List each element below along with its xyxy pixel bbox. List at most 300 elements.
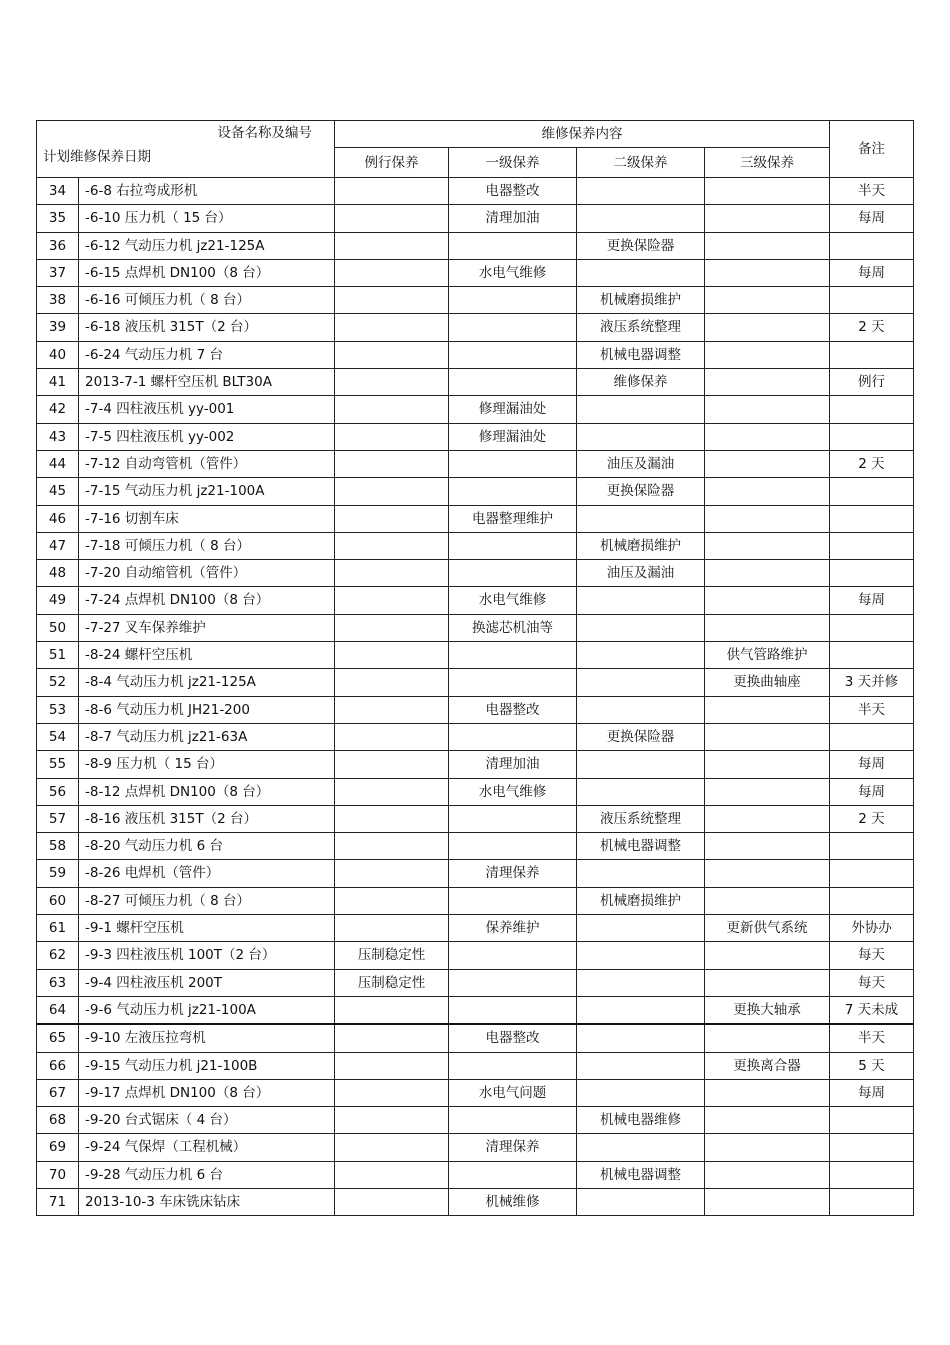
level2-maintenance-cell: 机械磨损维护 — [577, 287, 705, 314]
routine-maintenance-cell — [335, 1024, 449, 1052]
header-date-label: 计划维修保养日期 — [43, 149, 151, 165]
level3-maintenance-cell — [705, 232, 830, 259]
routine-maintenance-cell: 压制稳定性 — [335, 969, 449, 996]
equipment-name-cell: -8-20 气动压力机 6 台 — [79, 833, 335, 860]
routine-maintenance-cell — [335, 669, 449, 696]
row-number-cell: 61 — [37, 915, 79, 942]
remark-cell — [830, 560, 914, 587]
row-number-cell: 67 — [37, 1079, 79, 1106]
table-row — [37, 396, 914, 423]
level3-maintenance-cell — [705, 450, 830, 477]
level1-maintenance-cell: 水电气维修 — [449, 778, 577, 805]
table-row — [37, 969, 914, 996]
level2-maintenance-cell — [577, 205, 705, 232]
level2-maintenance-cell: 更换保险器 — [577, 478, 705, 505]
equipment-name-cell: -8-4 气动压力机 jz21-125A — [79, 669, 335, 696]
table-row — [37, 887, 914, 914]
remark-cell: 半天 — [830, 1024, 914, 1052]
row-number-cell: 43 — [37, 423, 79, 450]
level3-maintenance-cell — [705, 969, 830, 996]
equipment-name-cell: -9-28 气动压力机 6 台 — [79, 1161, 335, 1188]
level1-maintenance-cell: 修理漏油处 — [449, 423, 577, 450]
level2-maintenance-cell: 更换保险器 — [577, 723, 705, 750]
routine-maintenance-cell — [335, 833, 449, 860]
level3-maintenance-cell: 更换大轴承 — [705, 996, 830, 1024]
row-number-cell: 68 — [37, 1107, 79, 1134]
level3-maintenance-cell — [705, 614, 830, 641]
level2-maintenance-cell — [577, 751, 705, 778]
routine-maintenance-cell — [335, 778, 449, 805]
routine-maintenance-cell — [335, 505, 449, 532]
row-number-cell: 35 — [37, 205, 79, 232]
equipment-name-cell: -7-4 四柱液压机 yy-001 — [79, 396, 335, 423]
equipment-name-cell: -8-6 气动压力机 JH21-200 — [79, 696, 335, 723]
row-number-cell: 41 — [37, 369, 79, 396]
level1-maintenance-cell: 清理保养 — [449, 1134, 577, 1161]
equipment-name-cell: 2013-7-1 螺杆空压机 BLT30A — [79, 369, 335, 396]
row-number-cell: 58 — [37, 833, 79, 860]
equipment-name-cell: -6-8 右拉弯成形机 — [79, 178, 335, 205]
remark-cell: 例行 — [830, 369, 914, 396]
routine-maintenance-cell — [335, 1107, 449, 1134]
level3-maintenance-cell — [705, 805, 830, 832]
equipment-name-cell: -9-15 气动压力机 j21-100B — [79, 1052, 335, 1079]
equipment-name-cell: -8-16 液压机 315T（2 台） — [79, 805, 335, 832]
level2-maintenance-cell — [577, 1079, 705, 1106]
remark-cell — [830, 505, 914, 532]
equipment-name-cell: -7-5 四柱液压机 yy-002 — [79, 423, 335, 450]
table-row — [37, 751, 914, 778]
remark-cell: 2 天 — [830, 314, 914, 341]
row-number-cell: 57 — [37, 805, 79, 832]
level2-maintenance-cell — [577, 942, 705, 969]
level3-maintenance-cell — [705, 1079, 830, 1106]
level3-maintenance-cell — [705, 314, 830, 341]
level3-maintenance-cell: 更换曲轴座 — [705, 669, 830, 696]
level2-maintenance-cell — [577, 996, 705, 1024]
header-remark-label: 备注 — [830, 121, 914, 178]
level3-maintenance-cell — [705, 178, 830, 205]
row-number-cell: 66 — [37, 1052, 79, 1079]
table-row — [37, 696, 914, 723]
table-row — [37, 178, 914, 205]
table-row — [37, 614, 914, 641]
remark-cell — [830, 614, 914, 641]
level3-maintenance-cell — [705, 751, 830, 778]
equipment-name-cell: -8-9 压力机（ 15 台） — [79, 751, 335, 778]
table-row — [37, 587, 914, 614]
header-level1: 一级保养 — [449, 148, 577, 178]
level2-maintenance-cell — [577, 178, 705, 205]
routine-maintenance-cell — [335, 478, 449, 505]
row-number-cell: 49 — [37, 587, 79, 614]
level3-maintenance-cell — [705, 860, 830, 887]
remark-cell — [830, 478, 914, 505]
table-row — [37, 642, 914, 669]
level1-maintenance-cell: 清理加油 — [449, 205, 577, 232]
level2-maintenance-cell: 油压及漏油 — [577, 560, 705, 587]
table-row — [37, 1079, 914, 1106]
level3-maintenance-cell — [705, 1188, 830, 1215]
level1-maintenance-cell: 保养维护 — [449, 915, 577, 942]
row-number-cell: 39 — [37, 314, 79, 341]
level3-maintenance-cell — [705, 1107, 830, 1134]
table-row — [37, 505, 914, 532]
remark-cell: 每周 — [830, 259, 914, 286]
table-row — [37, 915, 914, 942]
level3-maintenance-cell — [705, 259, 830, 286]
level2-maintenance-cell: 机械电器调整 — [577, 833, 705, 860]
level2-maintenance-cell — [577, 642, 705, 669]
level2-maintenance-cell — [577, 1052, 705, 1079]
row-number-cell: 46 — [37, 505, 79, 532]
row-number-cell: 36 — [37, 232, 79, 259]
table-row — [37, 1052, 914, 1079]
routine-maintenance-cell — [335, 259, 449, 286]
level3-maintenance-cell: 更换离合器 — [705, 1052, 830, 1079]
level1-maintenance-cell — [449, 1052, 577, 1079]
level1-maintenance-cell — [449, 1161, 577, 1188]
level2-maintenance-cell: 更换保险器 — [577, 232, 705, 259]
row-number-cell: 38 — [37, 287, 79, 314]
routine-maintenance-cell — [335, 532, 449, 559]
remark-cell: 2 天 — [830, 805, 914, 832]
remark-cell — [830, 287, 914, 314]
routine-maintenance-cell — [335, 887, 449, 914]
table-row — [37, 314, 914, 341]
level1-maintenance-cell — [449, 369, 577, 396]
equipment-name-cell: -9-4 四柱液压机 200T — [79, 969, 335, 996]
level2-maintenance-cell — [577, 614, 705, 641]
remark-cell: 2 天 — [830, 450, 914, 477]
level3-maintenance-cell — [705, 723, 830, 750]
equipment-name-cell: -6-18 液压机 315T（2 台） — [79, 314, 335, 341]
row-number-cell: 37 — [37, 259, 79, 286]
remark-cell — [830, 1188, 914, 1215]
level2-maintenance-cell: 机械磨损维护 — [577, 532, 705, 559]
table-row — [37, 860, 914, 887]
equipment-name-cell: -9-10 左液压拉弯机 — [79, 1024, 335, 1052]
remark-cell: 5 天 — [830, 1052, 914, 1079]
routine-maintenance-cell — [335, 1079, 449, 1106]
remark-cell — [830, 423, 914, 450]
level2-maintenance-cell: 机械电器调整 — [577, 1161, 705, 1188]
table-row — [37, 369, 914, 396]
header-routine: 例行保养 — [335, 148, 449, 178]
level1-maintenance-cell — [449, 560, 577, 587]
level3-maintenance-cell — [705, 1161, 830, 1188]
table-body — [37, 178, 914, 1216]
row-number-cell: 42 — [37, 396, 79, 423]
level2-maintenance-cell: 油压及漏油 — [577, 450, 705, 477]
remark-cell — [830, 341, 914, 368]
remark-cell: 每周 — [830, 587, 914, 614]
row-number-cell: 65 — [37, 1024, 79, 1052]
routine-maintenance-cell — [335, 751, 449, 778]
level1-maintenance-cell: 水电气维修 — [449, 587, 577, 614]
row-number-cell: 56 — [37, 778, 79, 805]
remark-cell — [830, 860, 914, 887]
table-row — [37, 942, 914, 969]
table-row — [37, 1161, 914, 1188]
equipment-name-cell: -8-7 气动压力机 jz21-63A — [79, 723, 335, 750]
routine-maintenance-cell — [335, 450, 449, 477]
level1-maintenance-cell: 电器整改 — [449, 178, 577, 205]
row-number-cell: 40 — [37, 341, 79, 368]
header-level3: 三级保养 — [705, 148, 830, 178]
maintenance-table — [36, 120, 914, 1216]
level1-maintenance-cell — [449, 669, 577, 696]
level3-maintenance-cell — [705, 696, 830, 723]
row-number-cell: 34 — [37, 178, 79, 205]
row-number-cell: 47 — [37, 532, 79, 559]
remark-cell — [830, 1161, 914, 1188]
table-row — [37, 778, 914, 805]
routine-maintenance-cell — [335, 423, 449, 450]
level1-maintenance-cell — [449, 723, 577, 750]
equipment-name-cell: -8-26 电焊机（管件） — [79, 860, 335, 887]
level1-maintenance-cell — [449, 287, 577, 314]
routine-maintenance-cell — [335, 614, 449, 641]
equipment-name-cell: -7-18 可倾压力机（ 8 台） — [79, 532, 335, 559]
row-number-cell: 60 — [37, 887, 79, 914]
header-equipment-label: 设备名称及编号 — [217, 125, 312, 141]
row-number-cell: 51 — [37, 642, 79, 669]
level2-maintenance-cell: 机械电器维修 — [577, 1107, 705, 1134]
level1-maintenance-cell — [449, 450, 577, 477]
equipment-name-cell: -8-24 螺杆空压机 — [79, 642, 335, 669]
remark-cell: 每周 — [830, 1079, 914, 1106]
level2-maintenance-cell: 液压系统整理 — [577, 314, 705, 341]
table-row — [37, 450, 914, 477]
level1-maintenance-cell — [449, 942, 577, 969]
row-number-cell: 64 — [37, 996, 79, 1024]
level2-maintenance-cell — [577, 587, 705, 614]
level3-maintenance-cell — [705, 942, 830, 969]
routine-maintenance-cell — [335, 369, 449, 396]
level1-maintenance-cell: 电器整改 — [449, 1024, 577, 1052]
remark-cell: 每天 — [830, 942, 914, 969]
equipment-name-cell: -8-12 点焊机 DN100（8 台） — [79, 778, 335, 805]
routine-maintenance-cell — [335, 642, 449, 669]
table-row — [37, 341, 914, 368]
level3-maintenance-cell — [705, 532, 830, 559]
level2-maintenance-cell — [577, 969, 705, 996]
equipment-name-cell: -7-16 切割车床 — [79, 505, 335, 532]
level3-maintenance-cell — [705, 341, 830, 368]
level2-maintenance-cell — [577, 696, 705, 723]
equipment-name-cell: -9-6 气动压力机 jz21-100A — [79, 996, 335, 1024]
level1-maintenance-cell — [449, 887, 577, 914]
level3-maintenance-cell — [705, 505, 830, 532]
equipment-name-cell: -6-15 点焊机 DN100（8 台） — [79, 259, 335, 286]
level3-maintenance-cell — [705, 205, 830, 232]
row-number-cell: 71 — [37, 1188, 79, 1215]
table-row — [37, 805, 914, 832]
row-number-cell: 62 — [37, 942, 79, 969]
level2-maintenance-cell: 液压系统整理 — [577, 805, 705, 832]
level2-maintenance-cell: 机械磨损维护 — [577, 887, 705, 914]
level3-maintenance-cell — [705, 396, 830, 423]
level2-maintenance-cell: 维修保养 — [577, 369, 705, 396]
remark-cell: 外协办 — [830, 915, 914, 942]
level2-maintenance-cell — [577, 860, 705, 887]
header-equipment-date-cell — [37, 121, 335, 178]
level1-maintenance-cell: 水电气维修 — [449, 259, 577, 286]
level3-maintenance-cell — [705, 587, 830, 614]
level1-maintenance-cell: 修理漏油处 — [449, 396, 577, 423]
level1-maintenance-cell — [449, 341, 577, 368]
equipment-name-cell: -7-24 点焊机 DN100（8 台） — [79, 587, 335, 614]
equipment-name-cell: -6-16 可倾压力机（ 8 台） — [79, 287, 335, 314]
level3-maintenance-cell — [705, 887, 830, 914]
routine-maintenance-cell — [335, 205, 449, 232]
remark-cell — [830, 232, 914, 259]
table-row — [37, 423, 914, 450]
level1-maintenance-cell — [449, 232, 577, 259]
routine-maintenance-cell — [335, 1188, 449, 1215]
level1-maintenance-cell: 清理加油 — [449, 751, 577, 778]
level1-maintenance-cell — [449, 833, 577, 860]
remark-cell — [830, 1134, 914, 1161]
level1-maintenance-cell — [449, 969, 577, 996]
remark-cell — [830, 642, 914, 669]
level1-maintenance-cell — [449, 805, 577, 832]
table-row — [37, 1134, 914, 1161]
remark-cell — [830, 1107, 914, 1134]
level3-maintenance-cell — [705, 478, 830, 505]
level3-maintenance-cell — [705, 287, 830, 314]
routine-maintenance-cell — [335, 915, 449, 942]
equipment-name-cell: -9-1 螺杆空压机 — [79, 915, 335, 942]
level1-maintenance-cell — [449, 532, 577, 559]
remark-cell: 7 天未成 — [830, 996, 914, 1024]
routine-maintenance-cell — [335, 723, 449, 750]
row-number-cell: 54 — [37, 723, 79, 750]
level3-maintenance-cell — [705, 423, 830, 450]
level3-maintenance-cell — [705, 833, 830, 860]
level1-maintenance-cell — [449, 314, 577, 341]
routine-maintenance-cell — [335, 1161, 449, 1188]
table-row — [37, 669, 914, 696]
row-number-cell: 44 — [37, 450, 79, 477]
level1-maintenance-cell — [449, 1107, 577, 1134]
row-number-cell: 59 — [37, 860, 79, 887]
equipment-name-cell: -9-24 气保焊（工程机械） — [79, 1134, 335, 1161]
header-content-label: 维修保养内容 — [335, 121, 830, 148]
table-row — [37, 478, 914, 505]
remark-cell — [830, 723, 914, 750]
equipment-name-cell: -8-27 可倾压力机（ 8 台） — [79, 887, 335, 914]
routine-maintenance-cell — [335, 341, 449, 368]
level2-maintenance-cell — [577, 1134, 705, 1161]
table-row — [37, 259, 914, 286]
routine-maintenance-cell — [335, 314, 449, 341]
equipment-name-cell: -9-20 台式锯床（ 4 台） — [79, 1107, 335, 1134]
header-level2: 二级保养 — [577, 148, 705, 178]
routine-maintenance-cell — [335, 805, 449, 832]
level2-maintenance-cell — [577, 669, 705, 696]
table-row — [37, 205, 914, 232]
row-number-cell: 45 — [37, 478, 79, 505]
level2-maintenance-cell — [577, 396, 705, 423]
routine-maintenance-cell — [335, 860, 449, 887]
level2-maintenance-cell — [577, 1188, 705, 1215]
table-row — [37, 287, 914, 314]
level3-maintenance-cell — [705, 1134, 830, 1161]
table-row — [37, 723, 914, 750]
level3-maintenance-cell — [705, 369, 830, 396]
row-number-cell: 52 — [37, 669, 79, 696]
level1-maintenance-cell — [449, 642, 577, 669]
level2-maintenance-cell — [577, 423, 705, 450]
remark-cell — [830, 833, 914, 860]
level1-maintenance-cell: 电器整改 — [449, 696, 577, 723]
level3-maintenance-cell: 更新供气系统 — [705, 915, 830, 942]
remark-cell: 每周 — [830, 778, 914, 805]
table-row — [37, 1107, 914, 1134]
routine-maintenance-cell — [335, 396, 449, 423]
table-row — [37, 532, 914, 559]
row-number-cell: 70 — [37, 1161, 79, 1188]
remark-cell — [830, 532, 914, 559]
routine-maintenance-cell — [335, 287, 449, 314]
remark-cell: 每周 — [830, 751, 914, 778]
level1-maintenance-cell: 换滤芯机油等 — [449, 614, 577, 641]
level3-maintenance-cell — [705, 778, 830, 805]
level3-maintenance-cell — [705, 1024, 830, 1052]
remark-cell — [830, 887, 914, 914]
routine-maintenance-cell — [335, 1052, 449, 1079]
table-row — [37, 232, 914, 259]
table-header — [37, 121, 914, 178]
equipment-name-cell: -6-24 气动压力机 7 台 — [79, 341, 335, 368]
level2-maintenance-cell: 机械电器调整 — [577, 341, 705, 368]
level3-maintenance-cell — [705, 560, 830, 587]
equipment-name-cell: -9-3 四柱液压机 100T（2 台） — [79, 942, 335, 969]
row-number-cell: 50 — [37, 614, 79, 641]
level2-maintenance-cell — [577, 505, 705, 532]
routine-maintenance-cell — [335, 1134, 449, 1161]
level1-maintenance-cell: 清理保养 — [449, 860, 577, 887]
equipment-name-cell: 2013-10-3 车床铣床钻床 — [79, 1188, 335, 1215]
remark-cell: 半天 — [830, 178, 914, 205]
remark-cell — [830, 396, 914, 423]
remark-cell: 每周 — [830, 205, 914, 232]
equipment-name-cell: -7-15 气动压力机 jz21-100A — [79, 478, 335, 505]
level1-maintenance-cell: 机械维修 — [449, 1188, 577, 1215]
level1-maintenance-cell — [449, 478, 577, 505]
remark-cell: 半天 — [830, 696, 914, 723]
equipment-name-cell: -9-17 点焊机 DN100（8 台） — [79, 1079, 335, 1106]
row-number-cell: 53 — [37, 696, 79, 723]
equipment-name-cell: -7-12 自动弯管机（管件） — [79, 450, 335, 477]
equipment-name-cell: -7-20 自动缩管机（管件） — [79, 560, 335, 587]
routine-maintenance-cell — [335, 178, 449, 205]
equipment-name-cell: -6-10 压力机（ 15 台） — [79, 205, 335, 232]
level3-maintenance-cell: 供气管路维护 — [705, 642, 830, 669]
table-row — [37, 1188, 914, 1215]
level2-maintenance-cell — [577, 915, 705, 942]
routine-maintenance-cell — [335, 232, 449, 259]
equipment-name-cell: -7-27 叉车保养维护 — [79, 614, 335, 641]
level1-maintenance-cell: 水电气问题 — [449, 1079, 577, 1106]
table-row — [37, 1024, 914, 1052]
level2-maintenance-cell — [577, 259, 705, 286]
row-number-cell: 55 — [37, 751, 79, 778]
level1-maintenance-cell: 电器整理维护 — [449, 505, 577, 532]
row-number-cell: 63 — [37, 969, 79, 996]
